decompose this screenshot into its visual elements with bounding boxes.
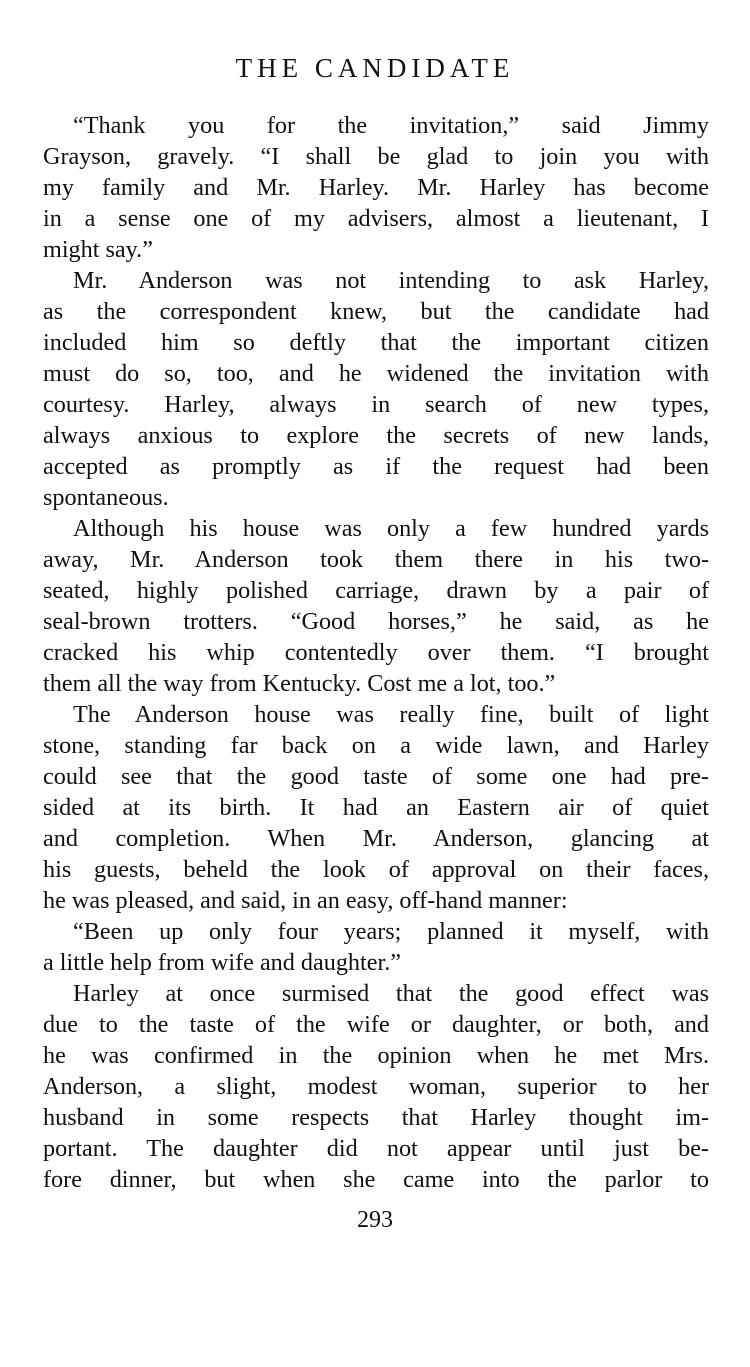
text-line: always anxious to explore the secrets of new lands, bbox=[43, 422, 709, 449]
body-text bbox=[43, 110, 709, 1195]
text-line: might say.” bbox=[43, 236, 153, 263]
paragraph bbox=[43, 110, 709, 265]
text-line: away, Mr. Anderson took them there in his two- bbox=[43, 546, 709, 573]
text-line: husband in some respects that Harley thought im- bbox=[43, 1104, 709, 1131]
page-number: 293 bbox=[357, 1207, 393, 1233]
text-line: fore dinner, but when she came into the parlor to bbox=[43, 1166, 709, 1193]
text-line: Harley at once surmised that the good effect was bbox=[73, 980, 709, 1007]
running-head: THE CANDIDATE bbox=[235, 53, 515, 83]
paragraph bbox=[43, 916, 709, 978]
text-line: “Thank you for the invitation,” said Jimmy bbox=[73, 112, 709, 139]
text-line: seal-brown trotters. “Good horses,” he said, as he bbox=[43, 608, 709, 635]
text-line: a little help from wife and daughter.” bbox=[43, 949, 401, 976]
paragraph bbox=[43, 978, 709, 1195]
text-line: could see that the good taste of some one had pre- bbox=[43, 763, 709, 790]
text-line: The Anderson house was really fine, built of light bbox=[73, 701, 709, 728]
text-line: he was confirmed in the opinion when he met Mrs. bbox=[43, 1042, 709, 1069]
text-line: due to the taste of the wife or daughter, or both, and bbox=[43, 1011, 709, 1038]
text-line: he was pleased, and said, in an easy, off-hand manner: bbox=[43, 887, 568, 914]
text-line: portant. The daughter did not appear until just be- bbox=[43, 1135, 709, 1162]
text-line: my family and Mr. Harley. Mr. Harley has become bbox=[43, 174, 709, 201]
text-line: spontaneous. bbox=[43, 484, 169, 511]
text-line: as the correspondent knew, but the candidate had bbox=[43, 298, 709, 325]
text-line: them all the way from Kentucky. Cost me a lot, too.” bbox=[43, 670, 556, 697]
text-line: seated, highly polished carriage, drawn by a pair of bbox=[43, 577, 709, 604]
text-line: included him so deftly that the important citizen bbox=[43, 329, 709, 356]
text-line: his guests, beheld the look of approval on their faces, bbox=[43, 856, 709, 883]
text-line: and completion. When Mr. Anderson, glancing at bbox=[43, 825, 709, 852]
text-line: courtesy. Harley, always in search of new types, bbox=[43, 391, 709, 418]
text-line: sided at its birth. It had an Eastern air of quiet bbox=[43, 794, 709, 821]
text-line: accepted as promptly as if the request had been bbox=[43, 453, 709, 480]
text-line: Although his house was only a few hundred yards bbox=[73, 515, 709, 542]
text-line: Mr. Anderson was not intending to ask Harley, bbox=[73, 267, 709, 294]
text-line: in a sense one of my advisers, almost a lieutenant, I bbox=[43, 205, 709, 232]
text-line: stone, standing far back on a wide lawn, and Harley bbox=[43, 732, 709, 759]
paragraph bbox=[43, 513, 709, 699]
text-line: Grayson, gravely. “I shall be glad to join you with bbox=[43, 143, 709, 170]
text-line: Anderson, a slight, modest woman, superior to her bbox=[43, 1073, 709, 1100]
paragraph bbox=[43, 699, 709, 916]
text-line: cracked his whip contentedly over them. “I brought bbox=[43, 639, 709, 666]
text-line: “Been up only four years; planned it myself, with bbox=[73, 918, 709, 945]
text-line: must do so, too, and he widened the invitation with bbox=[43, 360, 709, 387]
paragraph bbox=[43, 265, 709, 513]
